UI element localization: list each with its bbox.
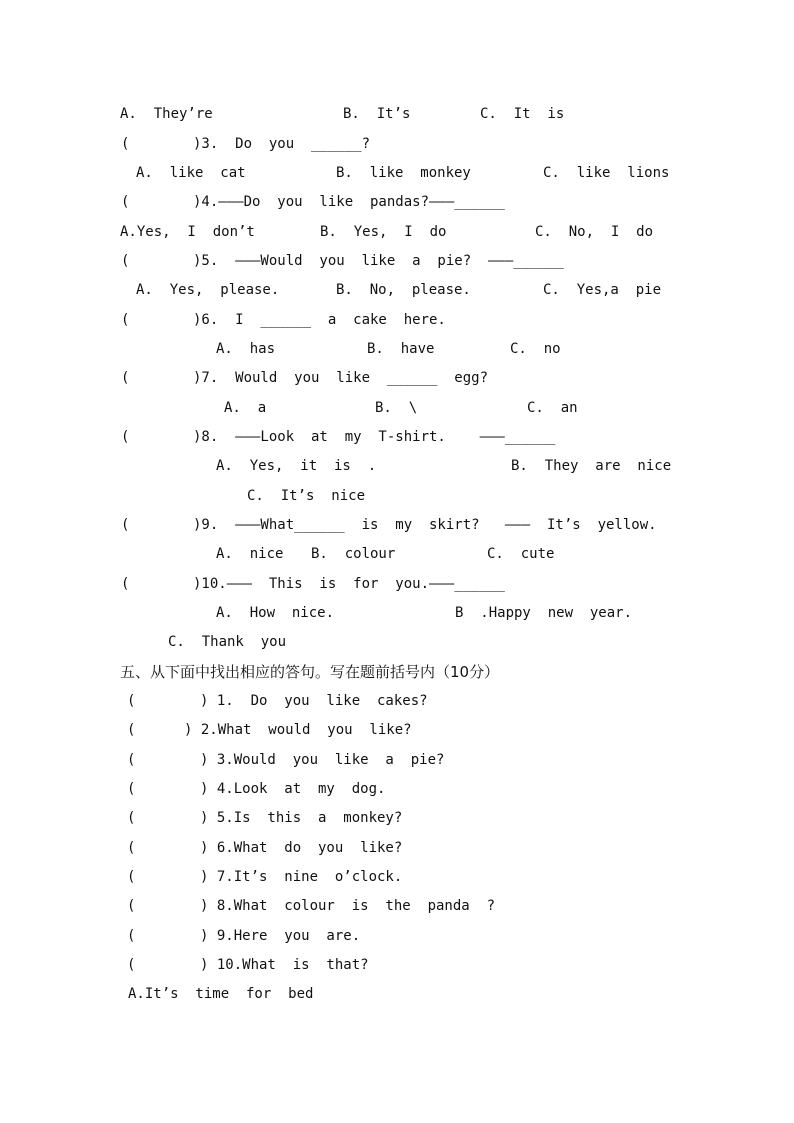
answer-bracket[interactable]: ( <box>127 869 136 885</box>
question-5 <box>0 251 794 271</box>
question-stem: )5. ———Would you like a pie? ———______ <box>193 253 564 269</box>
option-a: A.Yes, I don’t <box>120 224 255 240</box>
question-10 <box>0 574 794 594</box>
answer-bracket[interactable]: ( <box>121 312 130 328</box>
question-9-options <box>0 544 794 564</box>
match-item <box>0 720 794 740</box>
option-b: B. They are nice <box>511 458 672 474</box>
option-c: C. Thank you <box>168 634 287 650</box>
answer-bracket[interactable]: ( <box>127 722 136 738</box>
match-question: ) 6.What do you like? <box>200 840 403 856</box>
match-question: ) 7.It’s nine o’clock. <box>200 869 403 885</box>
option-b: B. have <box>367 341 435 357</box>
option-a: A. Yes, it is . <box>216 458 377 474</box>
answer-bracket[interactable]: ( <box>121 136 130 152</box>
answer-bracket[interactable]: ( <box>127 752 136 768</box>
match-question: ) 5.Is this a monkey? <box>200 810 403 826</box>
answer-bracket[interactable]: ( <box>121 194 130 210</box>
question-4-options <box>0 222 794 242</box>
option-b: B. Yes, I do <box>320 224 447 240</box>
question-7-options <box>0 398 794 418</box>
answer-bracket[interactable]: ( <box>121 517 130 533</box>
match-question: ) 2.What would you like? <box>184 722 412 738</box>
question-8-options <box>0 456 794 476</box>
question-stem: )8. ———Look at my T-shirt. ———______ <box>193 429 556 445</box>
question-5-options <box>0 280 794 300</box>
answer-bracket[interactable]: ( <box>127 781 136 797</box>
match-item <box>0 926 794 946</box>
question-stem: )3. Do you ______? <box>193 136 371 152</box>
option-b: B. colour <box>311 546 396 562</box>
answer-bracket[interactable]: ( <box>127 898 136 914</box>
option-a: A. a <box>224 400 267 416</box>
option-c: C. like lions <box>543 165 670 181</box>
option-a: A. They’re <box>120 106 213 122</box>
question-3-options <box>0 163 794 183</box>
answer-bracket[interactable]: ( <box>121 576 130 592</box>
option-b: B .Happy new year. <box>455 605 633 621</box>
option-b: B. It’s <box>343 106 411 122</box>
answer-bracket[interactable]: ( <box>127 693 136 709</box>
option-a: A. nice <box>216 546 284 562</box>
question-10-options <box>0 603 794 623</box>
match-item <box>0 779 794 799</box>
match-item <box>0 808 794 828</box>
answer-bracket[interactable]: ( <box>121 253 130 269</box>
option-c: C. It’s nice <box>247 488 366 504</box>
q2-options <box>0 104 794 124</box>
option-c: C. no <box>510 341 561 357</box>
answer-bracket[interactable]: ( <box>127 840 136 856</box>
match-item <box>0 896 794 916</box>
question-9 <box>0 515 794 535</box>
answer-bracket[interactable]: ( <box>127 957 136 973</box>
question-10-options-cont <box>0 632 794 652</box>
option-a: A. Yes, please. <box>136 282 280 298</box>
option-c: C. No, I do <box>535 224 654 240</box>
section-title: 五、从下面中找出相应的答句。写在题前括号内（10分） <box>120 663 500 681</box>
match-question: ) 8.What colour is the panda ? <box>200 898 496 914</box>
option-b: B. like monkey <box>336 165 471 181</box>
answer-choice <box>0 984 794 1004</box>
match-item <box>0 838 794 858</box>
match-question: ) 3.Would you like a pie? <box>200 752 445 768</box>
option-a: A. has <box>216 341 276 357</box>
match-item <box>0 955 794 975</box>
answer-bracket[interactable]: ( <box>121 370 130 386</box>
option-a: A. like cat <box>136 165 246 181</box>
match-question: ) 9.Here you are. <box>200 928 361 944</box>
question-3 <box>0 134 794 154</box>
match-question: ) 4.Look at my dog. <box>200 781 386 797</box>
option-c: C. It is <box>480 106 565 122</box>
option-a: A. How nice. <box>216 605 335 621</box>
match-item <box>0 691 794 711</box>
answer-bracket[interactable]: ( <box>127 810 136 826</box>
option-c: C. cute <box>487 546 555 562</box>
question-8-options-cont <box>0 486 794 506</box>
match-question: ) 1. Do you like cakes? <box>200 693 428 709</box>
question-6-options <box>0 339 794 359</box>
question-stem: )6. I ______ a cake here. <box>193 312 446 328</box>
question-stem: )9. ———What______ is my skirt? ——— It’s yellow. <box>193 517 657 533</box>
question-7 <box>0 368 794 388</box>
question-stem: )4.———Do you like pandas?———______ <box>193 194 505 210</box>
question-8 <box>0 427 794 447</box>
question-4 <box>0 192 794 212</box>
option-c: C. an <box>527 400 578 416</box>
option-b: B. \ <box>375 400 418 416</box>
answer-bracket[interactable]: ( <box>127 928 136 944</box>
match-item <box>0 867 794 887</box>
question-6 <box>0 310 794 330</box>
question-stem: )10.——— This is for you.———______ <box>193 576 505 592</box>
question-stem: )7. Would you like ______ egg? <box>193 370 489 386</box>
answer-text: A.It’s time for bed <box>128 986 314 1002</box>
option-c: C. Yes,a pie <box>543 282 662 298</box>
answer-bracket[interactable]: ( <box>121 429 130 445</box>
match-question: ) 10.What is that? <box>200 957 369 973</box>
section-5-heading <box>0 662 794 682</box>
option-b: B. No, please. <box>336 282 471 298</box>
match-item <box>0 750 794 770</box>
